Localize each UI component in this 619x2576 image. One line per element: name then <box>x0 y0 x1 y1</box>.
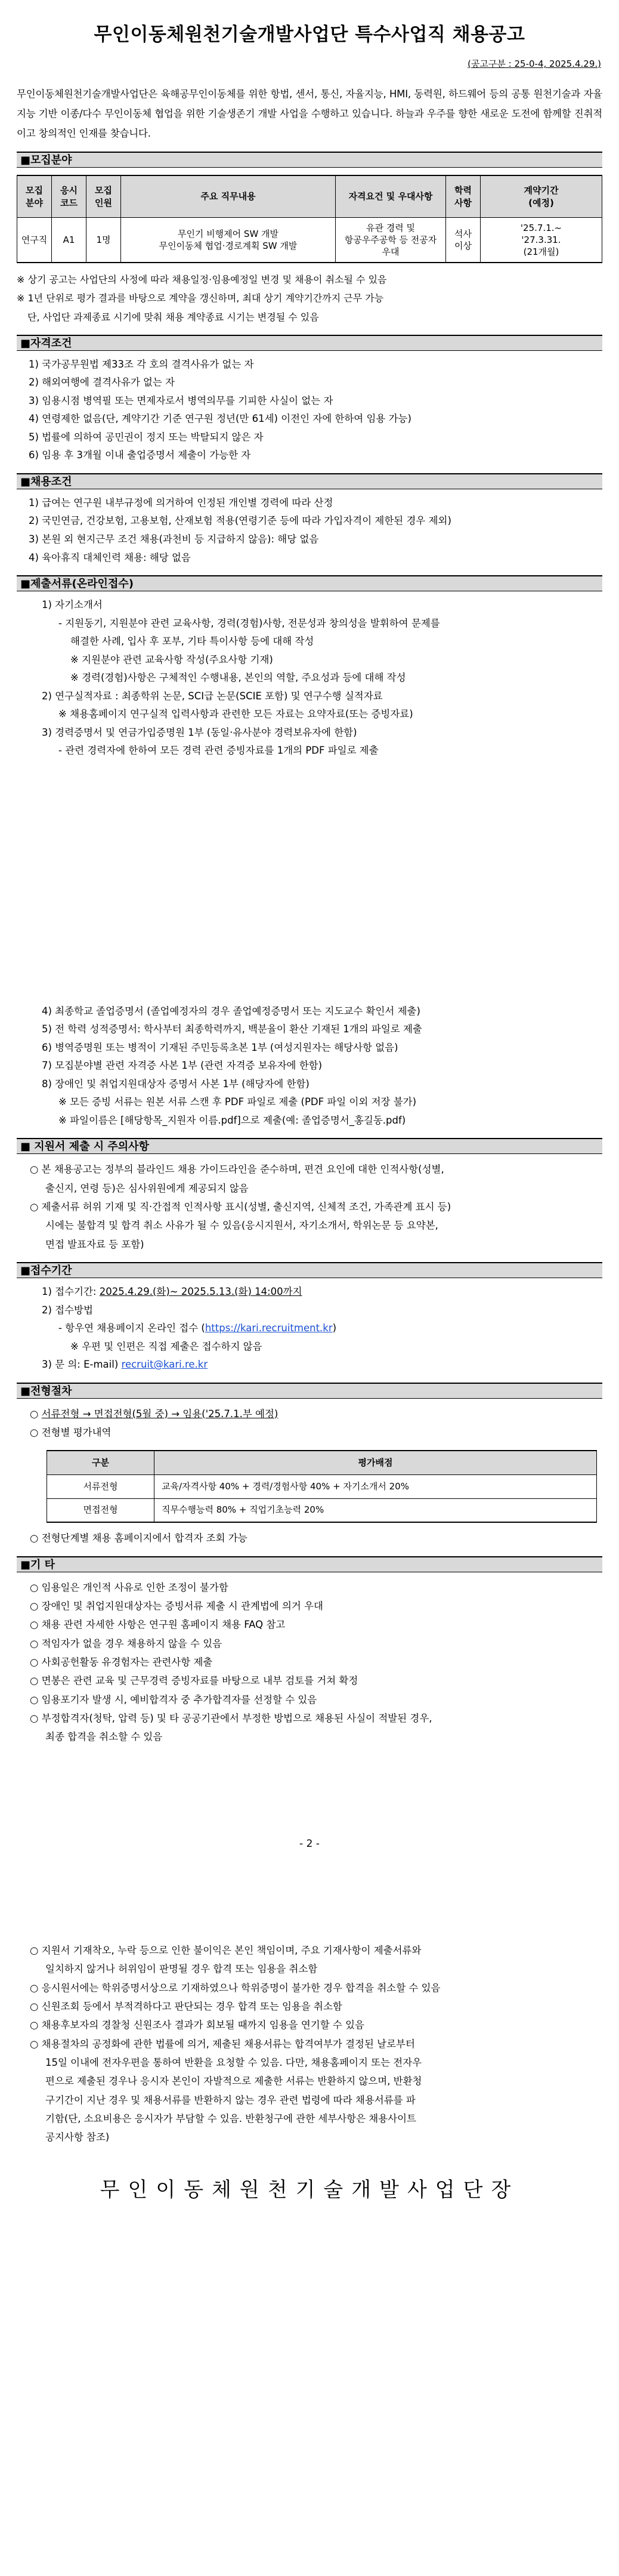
list-item: 해결한 사례, 입사 후 포부, 기타 특이사항 등에 대해 작성 <box>70 635 314 647</box>
procedure-note: ○ 전형단계별 채용 홈페이지에서 합격자 조회 가능 <box>30 1532 247 1544</box>
list-item: ○ 신원조회 등에서 부적격하다고 판단되는 경우 합격 또는 임용을 취소함 <box>30 2001 342 2013</box>
list-item: - 관련 경력자에 한하여 모든 경력 관련 증빙자료를 1개의 PDF 파일로 제출 <box>58 745 379 757</box>
list-item: 구기간이 지난 경우 및 채용서류를 반환하지 않는 경우 관련 법령에 따라 채용서류를 파 <box>45 2094 416 2106</box>
list-item: 5) 법률에 의하여 공민권이 정지 또는 박탈되지 않은 자 <box>29 431 264 443</box>
procedure-eval-label: ○ 전형별 평가내역 <box>30 1426 112 1438</box>
td-count: 1명 <box>86 217 121 263</box>
section-cautions-header: ■ 지원서 제출 시 주의사항 <box>17 1138 602 1154</box>
list-item: 4) 연령제한 없음(단, 계약기간 기준 연구원 정년(만 61세) 이전인 자에 한하여 임용 가능) <box>29 413 411 425</box>
table-notes <box>17 270 602 326</box>
list-item: 출신지, 연령 등)은 심사위원에게 제공되지 않음 <box>45 1182 249 1194</box>
list-item: ○ 채용후보자의 경찰청 신원조사 결과가 회보될 때까지 임용을 연기할 수 있음 <box>30 2019 364 2031</box>
list-item: 공지사항 참조) <box>45 2131 110 2143</box>
recruitment-site-link[interactable]: https://kari.recruitment.kr <box>205 1322 333 1334</box>
table-note: ※ 상기 공고는 사업단의 사정에 따라 채용일정·임용예정일 변경 및 채용이 취소될 수 있음 <box>17 274 387 286</box>
td-code: A1 <box>52 217 86 263</box>
list-item: 4) 육아휴직 대체인력 채용: 해당 없음 <box>29 551 191 563</box>
intro-paragraph: 무인이동체원천기술개발사업단은 육해공무인이동체를 위한 항법, 센서, 통신, 자율지능, HMI, 동력원, 하드웨어 등의 공통 원천기술과 자율지능 기반 이종/다수 무인이동체 협업을 위한 기술생존기 개발 사업을 수행하고 있습니다. 하늘과 우주를 향한 새로운 도전에 함께할 진취적이고 창의적인 인재를 찾습니다. <box>17 88 602 140</box>
cautions-list <box>17 1160 602 1254</box>
list-item: ○ 본 채용공고는 정부의 블라인드 채용 가이드라인을 준수하며, 편견 요인에 대한 인적사항(성별, <box>30 1164 444 1176</box>
th-duties: 주요 직무내용 <box>121 175 336 217</box>
list-item: 6) 병역증명원 또는 병적이 기재된 주민등록초본 1부 (여성지원자는 해당사항 없음) <box>42 1041 398 1053</box>
conditions-list <box>17 494 602 567</box>
list-item: 1) 급여는 연구원 내부규정에 의거하여 인정된 개인별 경력에 따라 산정 <box>29 496 333 508</box>
list-item: 1) 국가공무원법 제33조 각 호의 결격사유가 없는 자 <box>29 358 254 370</box>
th-eval-type: 구분 <box>47 1451 154 1474</box>
section-recruit-header: ■모집분야 <box>17 152 602 168</box>
section-conditions-header: ■채용조건 <box>17 473 602 489</box>
table-row <box>17 217 602 263</box>
list-item: ○ 부정합격자(청탁, 압력 등) 및 타 공공기관에서 부정한 방법으로 채용된 사실이 적발된 경우, <box>30 1713 432 1724</box>
list-item: 6) 임용 후 3개월 이내 출업증명서 제출이 가능한 자 <box>29 449 251 461</box>
position-table <box>17 175 602 263</box>
list-item: ○ 장애인 및 취업지원대상자는 증빙서류 제출 시 관계법에 의거 우대 <box>30 1600 323 1612</box>
list-item: 2) 해외여행에 결격사유가 없는 자 <box>29 377 175 388</box>
list-item: 일치하지 않거나 허위임이 판명될 경우 합격 또는 임용을 취소함 <box>45 1963 318 1975</box>
list-item: ※ 경력(경험)사항은 구체적인 수행내용, 본인의 역할, 주요성과 등에 대해 작성 <box>70 672 406 684</box>
table-row: 서류전형 교육/자격사항 40% + 경력/경험사항 40% + 자기소개서 20% <box>47 1474 597 1498</box>
list-item: ○ 제출서류 허위 기재 및 직·간접적 인적사항 표시(성별, 출신지역, 신체적 조건, 가족관계 표시 등) <box>30 1201 451 1213</box>
list-item: 최종 합격을 취소할 수 있음 <box>45 1731 163 1743</box>
list-item: 8) 장애인 및 취업지원대상자 증명서 사본 1부 (해당자에 한함) <box>42 1078 310 1090</box>
list-item: 1) 자기소개서 <box>42 599 103 611</box>
th-eval-score: 평가배점 <box>154 1451 597 1474</box>
th-requirements: 자격요건 및 우대사항 <box>336 175 446 217</box>
td-field: 연구직 <box>17 217 52 263</box>
list-item: ※ 모든 증빙 서류는 원본 서류 스캔 후 PDF 파일로 제출 (PDF 파일 이외 저장 불가) <box>58 1096 417 1108</box>
blank-space <box>29 760 602 1002</box>
reception-period-value: 2025.4.29.(화)~ 2025.5.13.(화) 14:00까지 <box>99 1285 302 1297</box>
page-title: 무인이동체원천기술개발사업단 특수사업직 채용공고 <box>94 24 525 45</box>
list-item: 15일 이내에 전자우편을 통하여 반환을 요청할 수 있음. 다만, 채용홈페이지 또는 전자우 <box>45 2057 422 2069</box>
recruit-email-link[interactable]: recruit@kari.re.kr <box>121 1359 208 1371</box>
section-procedure-header: ■전형절차 <box>17 1383 602 1399</box>
etc-list <box>17 1578 602 1747</box>
td-requirements: 유관 경력 및 항공우주공학 등 전공자 우대 <box>336 217 446 263</box>
signature: 무인이동체원천기술개발사업단장 <box>100 2177 519 2202</box>
list-item: 3) 본원 외 현지근무 조건 채용(과천비 등 지급하지 않음): 해당 없음 <box>29 533 319 545</box>
list-item: ※ 파일이름은 [해당항목_지원자 이름.pdf]으로 제출(예: 졸업증명서_홍길동.pdf) <box>58 1114 406 1126</box>
list-item: 5) 전 학력 성적증명서: 학사부터 최종학력까지, 백분율이 환산 기재된 1개의 파일로 제출 <box>42 1023 422 1035</box>
th-education: 학력 사항 <box>446 175 481 217</box>
list-item: 4) 최종학교 졸업증명서 (졸업예정자의 경우 졸업예정증명서 또는 지도교수 확인서 제출) <box>42 1005 420 1017</box>
position-table-header <box>17 175 602 217</box>
list-item: 3) 임용시점 병역필 또는 면제자로서 병역의무를 기피한 사실이 없는 자 <box>29 394 333 406</box>
th-count: 모집 인원 <box>86 175 121 217</box>
list-item: ○ 임용포기자 발생 시, 예비합격자 중 추가합격자를 선정할 수 있음 <box>30 1693 317 1705</box>
section-qualify-header: ■자격조건 <box>17 335 602 351</box>
th-contract: 계약기간 (예정) <box>481 175 602 217</box>
reception-method: - 항우연 채용페이지 온라인 접수 (https://kari.recruitment.kr) <box>58 1322 337 1334</box>
td-duties: 무인기 비행제어 SW 개발 무인이동체 협업·경로계획 SW 개발 <box>121 217 336 263</box>
list-item: - 지원동기, 지원분야 관련 교육사항, 경력(경험)사항, 전문성과 창의성을 발휘하여 문제를 <box>58 617 440 629</box>
list-item: ※ 채용홈페이지 연구실적 입력사항과 관련한 모든 자료는 요약자료(또는 증빙자료) <box>58 708 413 720</box>
td-education: 석사 이상 <box>446 217 481 263</box>
list-item: ○ 사회공헌활동 유경험자는 관련사항 제출 <box>30 1656 213 1668</box>
table-note: 단, 사업단 과제종료 시기에 맞춰 채용 계약종료 시기는 변경될 수 있음 <box>27 311 319 323</box>
qualify-list <box>17 356 602 465</box>
procedure-steps: ○ 서류전형 → 면접전형(5월 중) → 임용('25.7.1.부 예정) <box>30 1408 278 1420</box>
reception-method-note: ※ 우편 및 인편은 직접 제출은 접수하지 않음 <box>70 1340 262 1352</box>
section-reception-header: ■접수기간 <box>17 1262 602 1278</box>
list-item: ○ 지원서 기재착오, 누락 등으로 인한 불이익은 본인 책임이며, 주요 기재사항이 제출서류와 <box>30 1945 422 1957</box>
reception-method-label: 2) 접수방법 <box>42 1304 93 1316</box>
th-code: 응시 코드 <box>52 175 86 217</box>
reception-period: 1) 접수기간: 2025.4.29.(화)~ 2025.5.13.(화) 14:00까지 <box>42 1285 302 1297</box>
reception-list <box>17 1283 602 1374</box>
list-item: 면접 발표자료 등 포함) <box>45 1238 144 1250</box>
section-etc-header: ■기 타 <box>17 1556 602 1572</box>
notice-number: (공고구분 : 25-0-4, 2025.4.29.) <box>468 58 601 70</box>
list-item: 7) 모집분야별 관련 자격증 사본 1부 (관련 자격증 보유자에 한함) <box>42 1060 323 1072</box>
section-documents-header: ■제출서류(온라인접수) <box>17 575 602 591</box>
list-item: ○ 면봉은 관련 교육 및 근무경력 증빙자료를 바탕으로 내부 검토를 거쳐 확정 <box>30 1675 358 1687</box>
list-item: 3) 경력증명서 및 연금가입증명원 1부 (동일·유사분야 경력보유자에 한함) <box>42 726 357 738</box>
table-note: ※ 1년 단위로 평가 결과를 바탕으로 계약을 갱신하며, 최대 상기 계약기간까지 근무 가능 <box>17 292 384 304</box>
tail-list <box>17 1941 602 2147</box>
procedure-list <box>17 1405 602 1442</box>
list-item: ○ 임용일은 개인적 사유로 인한 조정이 불가함 <box>30 1581 228 1593</box>
td-contract: '25.7.1.~ '27.3.31. (21개월) <box>481 217 602 263</box>
list-item: 시에는 불합격 및 합격 취소 사유가 될 수 있음(응시지원서, 자기소개서, 학위논문 등 요약본, <box>45 1220 438 1232</box>
list-item: 2) 국민연금, 건강보험, 고용보험, 산재보험 적용(연령기준 등에 따라 가입자격이 제한된 경우 제외) <box>29 515 451 527</box>
list-item: ○ 적임자가 없을 경우 채용하지 않을 수 있음 <box>30 1637 222 1649</box>
th-field: 모집 분야 <box>17 175 52 217</box>
list-item: ※ 지원분야 관련 교육사항 작성(주요사항 기재) <box>70 653 273 665</box>
list-item: ○ 응시원서에는 학위증명서상으로 기재하였으나 학위증명이 불가한 경우 합격을 취소할 수 있음 <box>30 1982 441 1994</box>
list-item: 기함(단, 소요비용은 응시자가 부담할 수 있음. 반환청구에 관한 세부사항은 채용사이트 <box>45 2113 416 2125</box>
page-number: - 2 - <box>299 1837 320 1850</box>
list-item: 2) 연구실적자료 : 최종학위 논문, SCI급 논문(SCIE 포함) 및 연구수행 실적자료 <box>42 690 383 702</box>
table-row: 면접전형 직무수행능력 80% + 직업기초능력 20% <box>47 1498 597 1522</box>
documents-list <box>17 596 602 1130</box>
list-item: ○ 채용 관련 자세한 사항은 연구원 홈페이지 채용 FAQ 참고 <box>30 1619 286 1631</box>
reception-inquiry: 3) 문 의: E-mail) recruit@kari.re.kr <box>42 1359 208 1371</box>
evaluation-table <box>47 1450 597 1523</box>
list-item: ○ 채용절차의 공정화에 관한 법률에 의거, 제출된 채용서류는 합격여부가 결정된 날로부터 <box>30 2038 415 2050</box>
list-item: 편으로 제출된 경우나 응시자 본인이 자발적으로 제출한 서류는 반환하지 않으며, 반환청 <box>45 2075 422 2087</box>
